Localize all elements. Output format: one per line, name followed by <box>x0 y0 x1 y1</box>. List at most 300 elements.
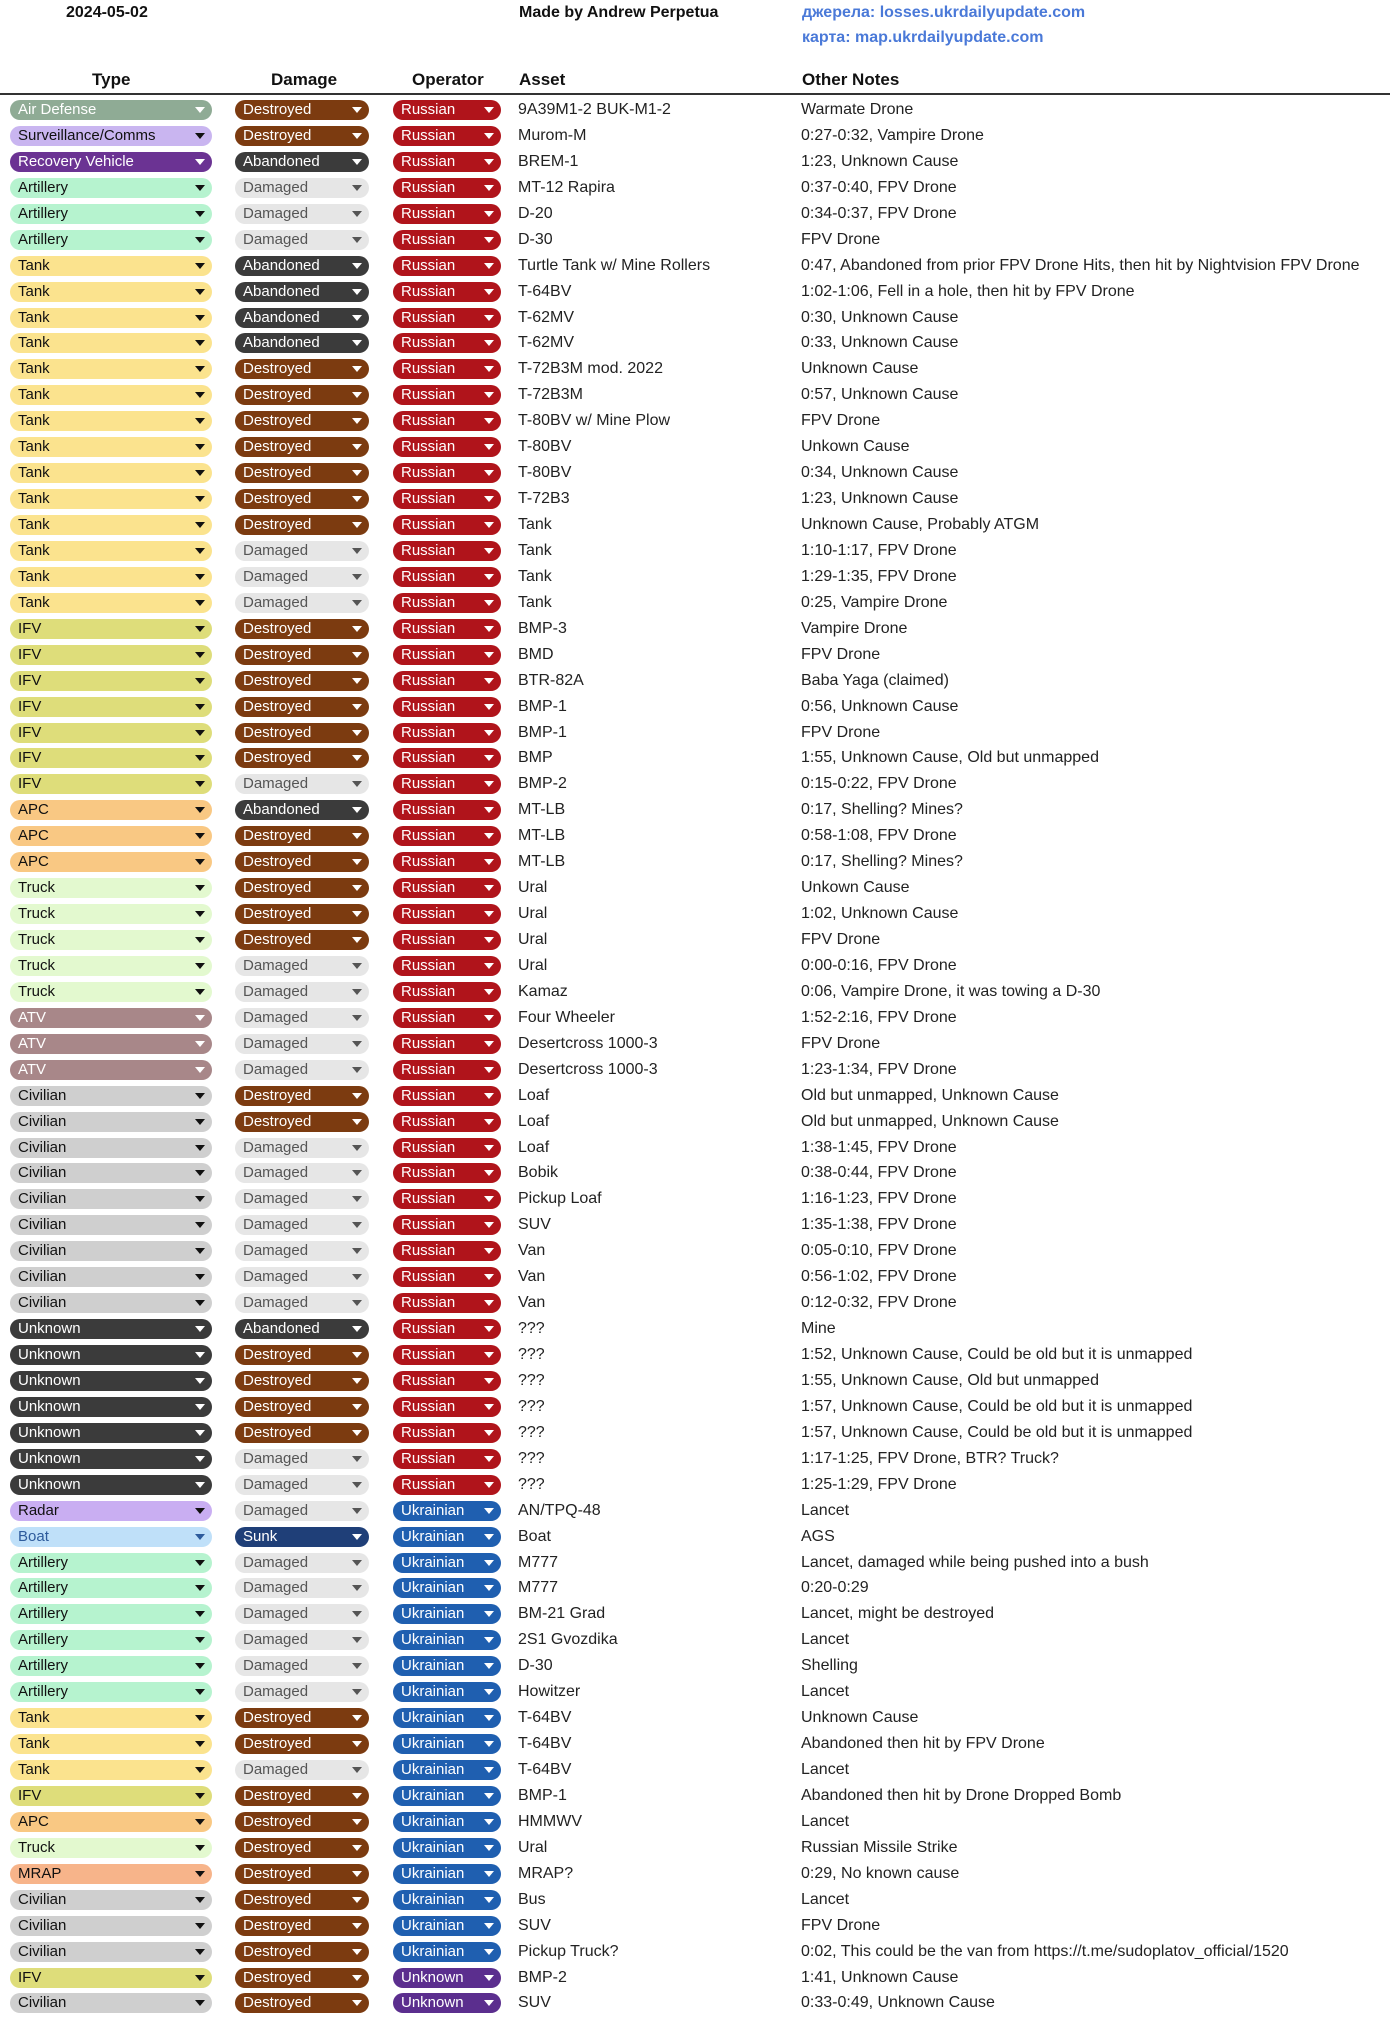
asset-cell: ??? <box>518 1397 545 1415</box>
dropdown-arrow-icon <box>352 911 362 917</box>
notes-cell: FPV Drone <box>801 412 881 430</box>
notes-cell: Russian Missile Strike <box>801 1838 958 1856</box>
operator-dropdown[interactable] <box>393 671 501 691</box>
damage-dropdown[interactable] <box>235 1371 369 1391</box>
dropdown-arrow-icon <box>484 1456 494 1462</box>
damage-dropdown[interactable] <box>235 178 369 198</box>
type-dropdown[interactable] <box>10 1423 212 1443</box>
damage-dropdown[interactable] <box>235 489 369 509</box>
dropdown-arrow-icon <box>352 1871 362 1877</box>
dropdown-arrow-icon <box>195 1949 205 1955</box>
operator-dropdown[interactable] <box>393 1890 501 1910</box>
dropdown-arrow-icon <box>352 133 362 139</box>
operator-dropdown[interactable] <box>393 1708 501 1728</box>
operator-dropdown[interactable] <box>393 152 501 172</box>
type-dropdown[interactable] <box>10 100 212 120</box>
operator-dropdown[interactable] <box>393 826 501 846</box>
damage-dropdown[interactable] <box>235 152 369 172</box>
type-dropdown[interactable] <box>10 333 212 353</box>
damage-dropdown[interactable] <box>235 1215 369 1235</box>
operator-dropdown-label: Russian <box>401 541 456 559</box>
type-dropdown[interactable] <box>10 1760 212 1780</box>
operator-dropdown[interactable] <box>393 1475 501 1495</box>
type-dropdown[interactable] <box>10 878 212 898</box>
damage-dropdown-label: Damaged <box>243 1579 309 1597</box>
operator-dropdown[interactable] <box>393 1345 501 1365</box>
operator-dropdown[interactable] <box>393 1838 501 1858</box>
operator-dropdown-label: Russian <box>401 619 456 637</box>
operator-dropdown[interactable] <box>393 333 501 353</box>
damage-dropdown-label: Destroyed <box>243 1968 312 1986</box>
operator-dropdown[interactable] <box>393 619 501 639</box>
type-dropdown[interactable] <box>10 1345 212 1365</box>
damage-dropdown[interactable] <box>235 1760 369 1780</box>
dropdown-arrow-icon <box>195 185 205 191</box>
operator-dropdown[interactable] <box>393 489 501 509</box>
damage-dropdown[interactable] <box>235 1449 369 1469</box>
type-dropdown[interactable] <box>10 1916 212 1936</box>
type-dropdown[interactable] <box>10 1553 212 1573</box>
type-dropdown[interactable] <box>10 826 212 846</box>
type-dropdown[interactable] <box>10 671 212 691</box>
operator-dropdown[interactable] <box>393 697 501 717</box>
map-link[interactable]: карта: map.ukrdailyupdate.com <box>802 29 1044 46</box>
damage-dropdown[interactable] <box>235 1553 369 1573</box>
damage-dropdown[interactable] <box>235 852 369 872</box>
dropdown-arrow-icon <box>484 1793 494 1799</box>
table-row <box>0 875 1390 901</box>
type-dropdown[interactable] <box>10 1942 212 1962</box>
asset-cell: 2S1 Gvozdika <box>518 1631 618 1649</box>
type-dropdown-label: Recovery Vehicle <box>18 152 134 170</box>
type-dropdown-label: ATV <box>18 1060 47 1078</box>
type-dropdown[interactable] <box>10 1060 212 1080</box>
damage-dropdown[interactable] <box>235 515 369 535</box>
operator-dropdown[interactable] <box>393 774 501 794</box>
operator-dropdown[interactable] <box>393 1112 501 1132</box>
operator-dropdown[interactable] <box>393 1604 501 1624</box>
type-dropdown[interactable] <box>10 619 212 639</box>
damage-dropdown[interactable] <box>235 904 369 924</box>
damage-dropdown[interactable] <box>235 1345 369 1365</box>
type-dropdown[interactable] <box>10 1864 212 1884</box>
operator-dropdown-label: Russian <box>401 308 456 326</box>
operator-dropdown[interactable] <box>393 1786 501 1806</box>
notes-cell: 0:17, Shelling? Mines? <box>801 801 963 819</box>
damage-dropdown[interactable] <box>235 1682 369 1702</box>
dropdown-arrow-icon <box>352 1819 362 1825</box>
operator-dropdown[interactable] <box>393 204 501 224</box>
type-dropdown[interactable] <box>10 282 212 302</box>
damage-dropdown[interactable] <box>235 1708 369 1728</box>
dropdown-arrow-icon <box>352 289 362 295</box>
damage-dropdown[interactable] <box>235 826 369 846</box>
damage-dropdown[interactable] <box>235 1034 369 1054</box>
type-dropdown[interactable] <box>10 256 212 276</box>
operator-dropdown[interactable] <box>393 1008 501 1028</box>
type-dropdown[interactable] <box>10 1812 212 1832</box>
damage-dropdown[interactable] <box>235 567 369 587</box>
type-dropdown[interactable] <box>10 723 212 743</box>
dropdown-arrow-icon <box>352 548 362 554</box>
type-dropdown[interactable] <box>10 800 212 820</box>
type-dropdown[interactable] <box>10 1008 212 1028</box>
asset-cell: ??? <box>518 1423 545 1441</box>
type-dropdown[interactable] <box>10 1656 212 1676</box>
operator-dropdown[interactable] <box>393 645 501 665</box>
type-dropdown[interactable] <box>10 1890 212 1910</box>
sources-link[interactable]: джерела: losses.ukrdailyupdate.com <box>802 4 1086 21</box>
damage-dropdown[interactable] <box>235 697 369 717</box>
operator-dropdown[interactable] <box>393 982 501 1002</box>
type-dropdown-label: IFV <box>18 749 42 767</box>
operator-dropdown[interactable] <box>393 904 501 924</box>
dropdown-arrow-icon <box>484 1508 494 1514</box>
damage-dropdown[interactable] <box>235 308 369 328</box>
column-header-asset: Asset <box>519 70 566 89</box>
operator-dropdown-label: Ukrainian <box>401 1553 465 1571</box>
type-dropdown[interactable] <box>10 593 212 613</box>
dropdown-arrow-icon <box>352 807 362 813</box>
asset-cell: Howitzer <box>518 1683 581 1701</box>
damage-dropdown[interactable] <box>235 930 369 950</box>
type-dropdown[interactable] <box>10 748 212 768</box>
type-dropdown[interactable] <box>10 774 212 794</box>
dropdown-arrow-icon <box>352 1170 362 1176</box>
operator-dropdown[interactable] <box>393 1864 501 1884</box>
type-dropdown[interactable] <box>10 463 212 483</box>
type-dropdown[interactable] <box>10 697 212 717</box>
type-dropdown[interactable] <box>10 982 212 1002</box>
operator-dropdown[interactable] <box>393 1138 501 1158</box>
damage-dropdown[interactable] <box>235 411 369 431</box>
damage-dropdown[interactable] <box>235 1656 369 1676</box>
damage-dropdown[interactable] <box>235 230 369 250</box>
asset-cell: T-64BV <box>518 1709 572 1727</box>
damage-dropdown[interactable] <box>235 1163 369 1183</box>
dropdown-arrow-icon <box>195 522 205 528</box>
type-dropdown[interactable] <box>10 437 212 457</box>
damage-dropdown-label: Damaged <box>243 1242 309 1260</box>
type-dropdown[interactable] <box>10 1449 212 1469</box>
type-dropdown[interactable] <box>10 1034 212 1054</box>
type-dropdown-label: Tank <box>18 282 50 300</box>
type-dropdown[interactable] <box>10 1578 212 1598</box>
damage-dropdown[interactable] <box>235 1916 369 1936</box>
damage-dropdown[interactable] <box>235 1319 369 1339</box>
operator-dropdown[interactable] <box>393 1760 501 1780</box>
type-dropdown[interactable] <box>10 1734 212 1754</box>
damage-dropdown[interactable] <box>235 541 369 561</box>
type-dropdown[interactable] <box>10 1189 212 1209</box>
damage-dropdown[interactable] <box>235 1993 369 2013</box>
operator-dropdown[interactable] <box>393 359 501 379</box>
operator-dropdown[interactable] <box>393 411 501 431</box>
operator-dropdown[interactable] <box>393 1319 501 1339</box>
type-dropdown[interactable] <box>10 1993 212 2013</box>
operator-dropdown[interactable] <box>393 723 501 743</box>
operator-dropdown[interactable] <box>393 256 501 276</box>
type-dropdown[interactable] <box>10 411 212 431</box>
type-dropdown[interactable] <box>10 1138 212 1158</box>
asset-cell: Four Wheeler <box>518 1008 615 1026</box>
damage-dropdown[interactable] <box>235 593 369 613</box>
dropdown-arrow-icon <box>484 1741 494 1747</box>
type-dropdown[interactable] <box>10 1838 212 1858</box>
asset-cell: BMP <box>518 749 553 767</box>
type-dropdown[interactable] <box>10 1475 212 1495</box>
operator-dropdown[interactable] <box>393 1293 501 1313</box>
type-dropdown[interactable] <box>10 1630 212 1650</box>
type-dropdown[interactable] <box>10 930 212 950</box>
operator-dropdown[interactable] <box>393 1163 501 1183</box>
damage-dropdown-label: Damaged <box>243 1631 309 1649</box>
damage-dropdown[interactable] <box>235 100 369 120</box>
notes-cell: Baba Yaga (claimed) <box>801 671 949 689</box>
operator-dropdown[interactable] <box>393 1916 501 1936</box>
notes-cell: 1:57, Unknown Cause, Could be old but it is unmapped <box>801 1397 1193 1415</box>
operator-dropdown[interactable] <box>393 515 501 535</box>
table-row <box>0 1757 1390 1783</box>
type-dropdown[interactable] <box>10 1708 212 1728</box>
damage-dropdown[interactable] <box>235 1112 369 1132</box>
damage-dropdown[interactable] <box>235 1475 369 1495</box>
type-dropdown[interactable] <box>10 1604 212 1624</box>
damage-dropdown[interactable] <box>235 645 369 665</box>
type-dropdown[interactable] <box>10 1293 212 1313</box>
damage-dropdown[interactable] <box>235 1397 369 1417</box>
operator-dropdown[interactable] <box>393 1060 501 1080</box>
dropdown-arrow-icon <box>195 1845 205 1851</box>
asset-cell: Kamaz <box>518 982 568 1000</box>
type-dropdown[interactable] <box>10 1501 212 1521</box>
damage-dropdown[interactable] <box>235 1086 369 1106</box>
damage-dropdown[interactable] <box>235 1189 369 1209</box>
damage-dropdown[interactable] <box>235 437 369 457</box>
damage-dropdown[interactable] <box>235 1838 369 1858</box>
damage-dropdown[interactable] <box>235 359 369 379</box>
type-dropdown[interactable] <box>10 359 212 379</box>
damage-dropdown[interactable] <box>235 1527 369 1547</box>
operator-dropdown[interactable] <box>393 1371 501 1391</box>
dropdown-arrow-icon <box>352 1482 362 1488</box>
type-dropdown[interactable] <box>10 1086 212 1106</box>
operator-dropdown-label: Russian <box>401 360 456 378</box>
type-dropdown[interactable] <box>10 1112 212 1132</box>
operator-dropdown[interactable] <box>393 1682 501 1702</box>
damage-dropdown[interactable] <box>235 1501 369 1521</box>
damage-dropdown[interactable] <box>235 1734 369 1754</box>
damage-dropdown[interactable] <box>235 463 369 483</box>
type-dropdown[interactable] <box>10 385 212 405</box>
operator-dropdown[interactable] <box>393 178 501 198</box>
operator-dropdown[interactable] <box>393 1812 501 1832</box>
operator-dropdown[interactable] <box>393 1734 501 1754</box>
operator-dropdown[interactable] <box>393 930 501 950</box>
damage-dropdown[interactable] <box>235 282 369 302</box>
damage-dropdown[interactable] <box>235 1578 369 1598</box>
dropdown-arrow-icon <box>352 1508 362 1514</box>
type-dropdown[interactable] <box>10 152 212 172</box>
type-dropdown[interactable] <box>10 1968 212 1988</box>
notes-cell: 0:02, This could be the van from https://t.me/sudoplatov_official/1520 <box>801 1942 1289 1960</box>
type-dropdown[interactable] <box>10 230 212 250</box>
type-dropdown[interactable] <box>10 1163 212 1183</box>
damage-dropdown[interactable] <box>235 1890 369 1910</box>
damage-dropdown[interactable] <box>235 1267 369 1287</box>
type-dropdown[interactable] <box>10 1319 212 1339</box>
damage-dropdown[interactable] <box>235 126 369 146</box>
operator-dropdown[interactable] <box>393 230 501 250</box>
damage-dropdown[interactable] <box>235 1604 369 1624</box>
type-dropdown[interactable] <box>10 1786 212 1806</box>
operator-dropdown[interactable] <box>393 1267 501 1287</box>
notes-cell: 0:17, Shelling? Mines? <box>801 853 963 871</box>
operator-dropdown[interactable] <box>393 1449 501 1469</box>
operator-dropdown-label: Unknown <box>401 1968 464 1986</box>
operator-dropdown[interactable] <box>393 1630 501 1650</box>
damage-dropdown[interactable] <box>235 1423 369 1443</box>
type-dropdown[interactable] <box>10 178 212 198</box>
table-row <box>0 1731 1390 1757</box>
operator-dropdown[interactable] <box>393 567 501 587</box>
operator-dropdown[interactable] <box>393 437 501 457</box>
type-dropdown[interactable] <box>10 1397 212 1417</box>
operator-dropdown[interactable] <box>393 1034 501 1054</box>
table-row <box>0 1160 1390 1186</box>
dropdown-arrow-icon <box>195 340 205 346</box>
damage-dropdown[interactable] <box>235 1812 369 1832</box>
type-dropdown[interactable] <box>10 126 212 146</box>
operator-dropdown[interactable] <box>393 308 501 328</box>
operator-dropdown[interactable] <box>393 1553 501 1573</box>
table-row <box>0 642 1390 668</box>
damage-dropdown[interactable] <box>235 878 369 898</box>
damage-dropdown[interactable] <box>235 1630 369 1650</box>
operator-dropdown[interactable] <box>393 1189 501 1209</box>
table-row <box>0 408 1390 434</box>
type-dropdown[interactable] <box>10 956 212 976</box>
damage-dropdown[interactable] <box>235 1942 369 1962</box>
damage-dropdown[interactable] <box>235 956 369 976</box>
damage-dropdown-label: Damaged <box>243 775 309 793</box>
type-dropdown[interactable] <box>10 1215 212 1235</box>
operator-dropdown[interactable] <box>393 126 501 146</box>
damage-dropdown[interactable] <box>235 1138 369 1158</box>
operator-dropdown[interactable] <box>393 1993 501 2013</box>
operator-dropdown[interactable] <box>393 385 501 405</box>
type-dropdown[interactable] <box>10 489 212 509</box>
operator-dropdown[interactable] <box>393 1086 501 1106</box>
operator-dropdown[interactable] <box>393 1423 501 1443</box>
damage-dropdown[interactable] <box>235 1241 369 1261</box>
type-dropdown[interactable] <box>10 541 212 561</box>
asset-cell: BM-21 Grad <box>518 1605 606 1623</box>
damage-dropdown[interactable] <box>235 982 369 1002</box>
damage-dropdown-label: Damaged <box>243 204 309 222</box>
table-row <box>0 1601 1390 1627</box>
damage-dropdown[interactable] <box>235 256 369 276</box>
table-row <box>0 486 1390 512</box>
damage-dropdown-label: Destroyed <box>243 126 312 144</box>
table-row <box>0 97 1390 123</box>
damage-dropdown[interactable] <box>235 333 369 353</box>
operator-dropdown[interactable] <box>393 463 501 483</box>
damage-dropdown[interactable] <box>235 619 369 639</box>
type-dropdown[interactable] <box>10 1371 212 1391</box>
notes-cell: 1:02, Unknown Cause <box>801 905 959 923</box>
type-dropdown[interactable] <box>10 1682 212 1702</box>
operator-dropdown-label: Ukrainian <box>401 1657 465 1675</box>
damage-dropdown[interactable] <box>235 723 369 743</box>
type-dropdown[interactable] <box>10 904 212 924</box>
damage-dropdown[interactable] <box>235 748 369 768</box>
operator-dropdown[interactable] <box>393 1942 501 1962</box>
table-row <box>0 1783 1390 1809</box>
asset-cell: ??? <box>518 1320 545 1338</box>
damage-dropdown[interactable] <box>235 1293 369 1313</box>
operator-dropdown[interactable] <box>393 100 501 120</box>
type-dropdown[interactable] <box>10 515 212 535</box>
type-dropdown[interactable] <box>10 1527 212 1547</box>
operator-dropdown[interactable] <box>393 1968 501 1988</box>
operator-dropdown[interactable] <box>393 956 501 976</box>
operator-dropdown[interactable] <box>393 1501 501 1521</box>
damage-dropdown[interactable] <box>235 1060 369 1080</box>
dropdown-arrow-icon <box>484 1585 494 1591</box>
type-dropdown[interactable] <box>10 308 212 328</box>
operator-dropdown[interactable] <box>393 748 501 768</box>
operator-dropdown[interactable] <box>393 541 501 561</box>
operator-dropdown[interactable] <box>393 1578 501 1598</box>
type-dropdown-label: IFV <box>18 697 42 715</box>
type-dropdown-label: Tank <box>18 490 50 508</box>
operator-dropdown[interactable] <box>393 800 501 820</box>
damage-dropdown-label: Destroyed <box>243 1942 312 1960</box>
damage-dropdown[interactable] <box>235 204 369 224</box>
damage-dropdown[interactable] <box>235 671 369 691</box>
operator-dropdown[interactable] <box>393 1397 501 1417</box>
operator-dropdown[interactable] <box>393 878 501 898</box>
damage-dropdown[interactable] <box>235 1864 369 1884</box>
type-dropdown[interactable] <box>10 1241 212 1261</box>
operator-dropdown[interactable] <box>393 852 501 872</box>
damage-dropdown-label: Abandoned <box>243 152 320 170</box>
type-dropdown[interactable] <box>10 204 212 224</box>
damage-dropdown[interactable] <box>235 385 369 405</box>
type-dropdown[interactable] <box>10 567 212 587</box>
operator-dropdown-label: Russian <box>401 723 456 741</box>
damage-dropdown[interactable] <box>235 1008 369 1028</box>
operator-dropdown[interactable] <box>393 282 501 302</box>
type-dropdown[interactable] <box>10 852 212 872</box>
type-dropdown[interactable] <box>10 1267 212 1287</box>
type-dropdown[interactable] <box>10 645 212 665</box>
damage-dropdown[interactable] <box>235 800 369 820</box>
operator-dropdown[interactable] <box>393 1527 501 1547</box>
table-row <box>0 1083 1390 1109</box>
operator-dropdown[interactable] <box>393 1656 501 1676</box>
dropdown-arrow-icon <box>352 678 362 684</box>
damage-dropdown[interactable] <box>235 1786 369 1806</box>
operator-dropdown[interactable] <box>393 1241 501 1261</box>
damage-dropdown[interactable] <box>235 774 369 794</box>
damage-dropdown[interactable] <box>235 1968 369 1988</box>
operator-dropdown[interactable] <box>393 1215 501 1235</box>
asset-cell: T-72B3 <box>518 490 570 508</box>
operator-dropdown[interactable] <box>393 593 501 613</box>
dropdown-arrow-icon <box>484 1560 494 1566</box>
